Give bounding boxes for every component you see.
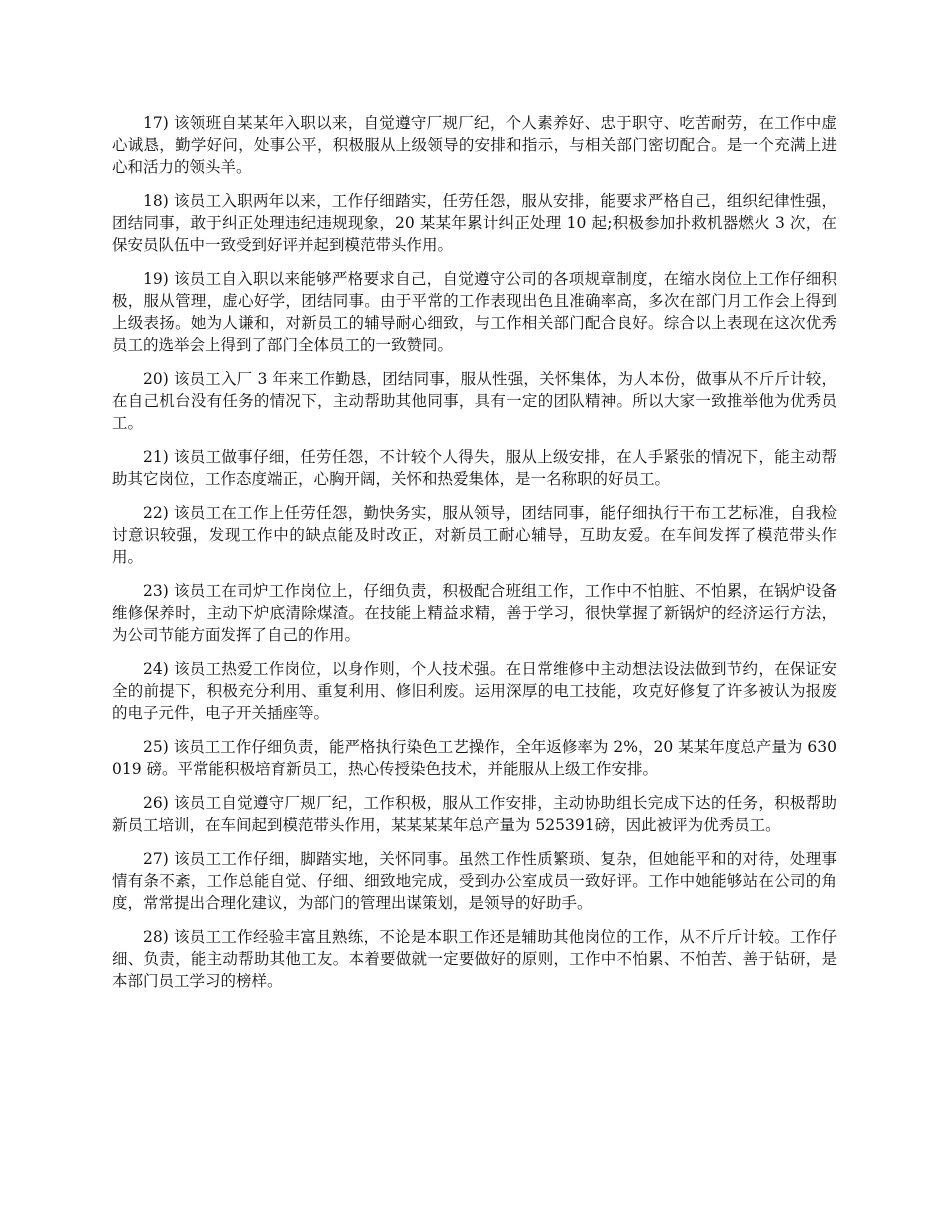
paragraph-27: 27) 该员工工作仔细，脚踏实地，关怀同事。虽然工作性质繁琐、复杂，但她能平和的对待，处理事情有条不紊，工作总能自觉、仔细、细致地完成，受到办公室成员一致好评。工作中她能够站在公司的角度，常常提出合理化建议，为部门的管理出谋策划，是领导的好助手。 (112, 850, 837, 912)
paragraph-19: 19) 该员工自入职以来能够严格要求自己，自觉遵守公司的各项规章制度，在缩水岗位上工作仔细积极，服从管理，虚心好学，团结同事。由于平常的工作表现出色且准确率高，多次在部门月工作会上得到上级表扬。她为人谦和，对新员工的辅导耐心细致，与工作相关部门配合良好。综合以上表现在这次优秀员工的选举会上得到了部门全体员工的一致赞同。 (112, 270, 837, 354)
paragraph-17: 17) 该领班自某某年入职以来，自觉遵守厂规厂纪，个人素养好、忠于职守、吃苦耐劳，在工作中虚心诚恳，勤学好问，处事公平，积极服从上级领导的安排和指示，与相关部门密切配合。是一个充满上进心和活力的领头羊。 (112, 114, 837, 176)
paragraph-22: 22) 该员工在工作上任劳任怨，勤快务实，服从领导，团结同事，能仔细执行干布工艺标准，自我检讨意识较强，发现工作中的缺点能及时改正，对新员工耐心辅导，互助友爱。在车间发挥了模范带头作用。 (112, 504, 837, 566)
paragraph-18: 18) 该员工入职两年以来，工作仔细踏实，任劳任怨，服从安排，能要求严格自己，组织纪律性强，团结同事，敢于纠正处理违纪违规现象，20 某某年累计纠正处理 10 起;积极参加扑救机器燃火 3 次，在保安员队伍中一致受到好评并起到模范带头作用。 (112, 192, 837, 254)
paragraph-28: 28) 该员工工作经验丰富且熟练，不论是本职工作还是辅助其他岗位的工作，从不斤斤计较。工作仔细、负责，能主动帮助其他工友。本着要做就一定要做好的原则，工作中不怕累、不怕苦、善于钻研，是本部门员工学习的榜样。 (112, 928, 837, 990)
paragraph-25: 25) 该员工工作仔细负责，能严格执行染色工艺操作，全年返修率为 2%，20 某某年度总产量为 630019 磅。平常能积极培育新员工，热心传授染色技术，并能服从上级工作安排。 (112, 738, 837, 778)
paragraph-20: 20) 该员工入厂 3 年来工作勤恳，团结同事，服从性强，关怀集体，为人本份，做事从不斤斤计较，在自己机台没有任务的情况下，主动帮助其他同事，具有一定的团队精神。所以大家一致推举他为优秀员工。 (112, 370, 837, 432)
paragraph-23: 23) 该员工在司炉工作岗位上，仔细负责，积极配合班组工作，工作中不怕脏、不怕累，在锅炉设备维修保养时，主动下炉底清除煤渣。在技能上精益求精，善于学习，很快掌握了新锅炉的经济运行方法，为公司节能方面发挥了自己的作用。 (112, 582, 837, 644)
document-page (112, 112, 837, 1004)
paragraph-21: 21) 该员工做事仔细，任劳任怨，不计较个人得失，服从上级安排，在人手紧张的情况下，能主动帮助其它岗位，工作态度端正，心胸开阔，关怀和热爱集体，是一名称职的好员工。 (112, 448, 837, 488)
paragraph-24: 24) 该员工热爱工作岗位，以身作则，个人技术强。在日常维修中主动想法设法做到节约，在保证安全的前提下，积极充分利用、重复利用、修旧利废。运用深厚的电工技能，攻克好修复了许多被认为报废的电子元件，电子开关插座等。 (112, 660, 837, 722)
paragraph-26: 26) 该员工自觉遵守厂规厂纪，工作积极，服从工作安排，主动协助组长完成下达的任务，积极帮助新员工培训，在车间起到模范带头作用，某某某某年总产量为 525391磅，因此被评为优秀员工。 (112, 794, 837, 834)
